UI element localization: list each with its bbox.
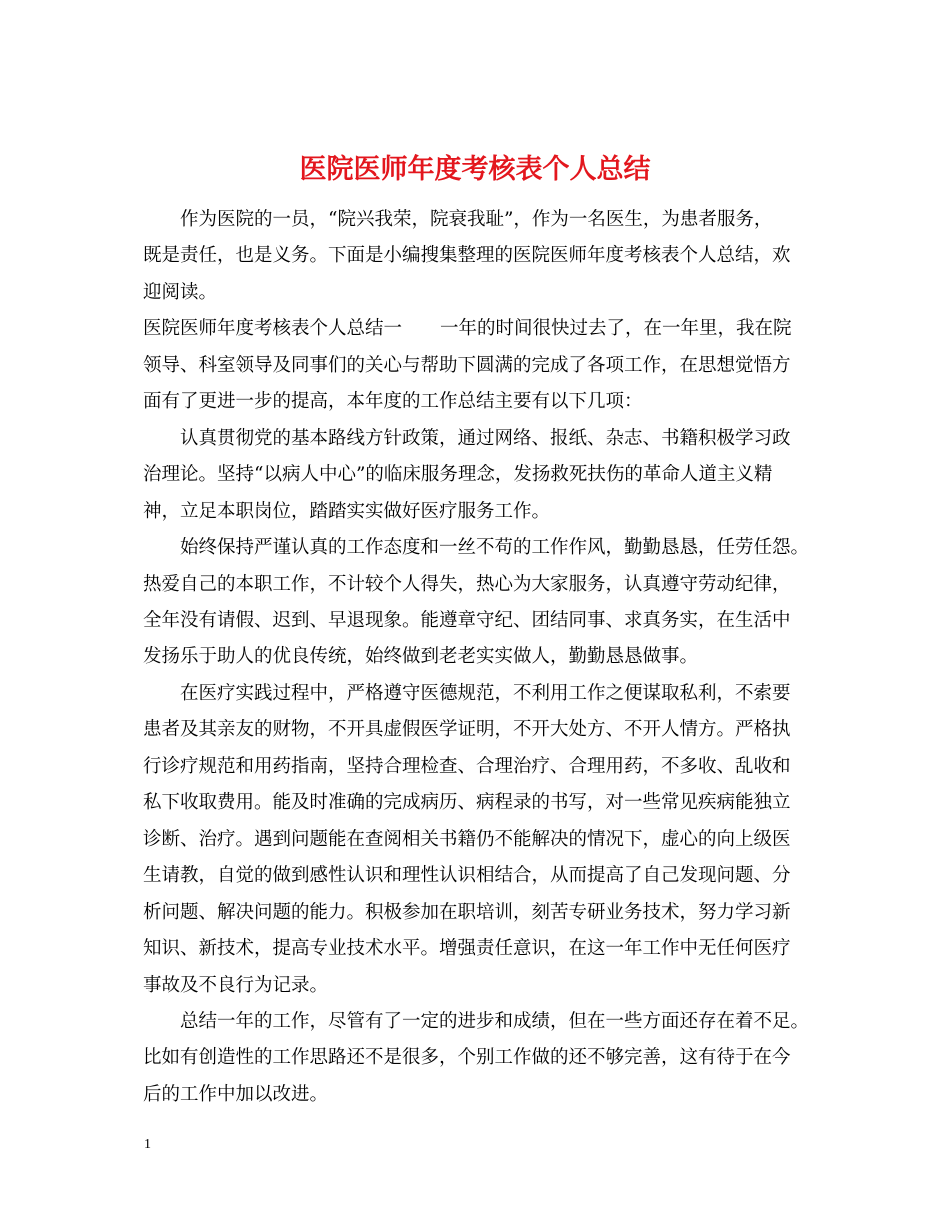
paragraph-line: 诊断、治疗。遇到问题能在查阅相关书籍仍不能解决的情况下，虚心的向上级医 xyxy=(143,828,791,850)
paragraph-line: 面有了更进一步的提高，本年度的工作总结主要有以下几项： xyxy=(143,391,643,413)
paragraph-line: 认真贯彻党的基本路线方针政策，通过网络、报纸、杂志、书籍积极学习政 xyxy=(180,427,791,449)
section-heading: 医院医师年度考核表个人总结一 xyxy=(143,318,403,340)
paragraph-line: 既是责任，也是义务。下面是小编搜集整理的医院医师年度考核表个人总结，欢 xyxy=(143,245,791,267)
paragraph-line: 始终保持严谨认真的工作态度和一丝不苟的工作作风，勤勤恳恳，任劳任怨。 xyxy=(180,537,810,559)
paragraph-attitude xyxy=(143,530,903,676)
document-title: 医院医师年度考核表个人总结 xyxy=(299,154,651,186)
paragraph-line: 领导、科室领导及同事们的关心与帮助下圆满的完成了各项工作，在思想觉悟方 xyxy=(143,354,791,376)
paragraph-line: 患者及其亲友的财物，不开具虚假医学证明，不开大处方、不开人情方。严格执 xyxy=(143,719,791,741)
paragraph-medical-practice xyxy=(143,676,903,1004)
paragraph-conclusion xyxy=(143,1004,903,1113)
paragraph-intro xyxy=(143,202,903,311)
paragraph-line: 私下收取费用。能及时准确的完成病历、病程录的书写，对一些常见疾病能独立 xyxy=(143,792,791,814)
paragraph-line: 后的工作中加以改进。 xyxy=(143,1083,329,1105)
heading-line xyxy=(143,311,903,347)
page-number: 1 xyxy=(144,1137,151,1152)
paragraph-line: 事故及不良行为记录。 xyxy=(143,974,329,996)
paragraph-line: 总结一年的工作，尽管有了一定的进步和成绩，但在一些方面还存在着不足。 xyxy=(180,1010,810,1032)
paragraph-line: 神，立足本职岗位，踏踏实实做好医疗服务工作。 xyxy=(143,500,551,522)
paragraph-line: 发扬乐于助人的优良传统，始终做到老老实实做人，勤勤恳恳做事。 xyxy=(143,646,699,668)
paragraph-line: 热爱自己的本职工作，不计较个人得失，热心为大家服务，认真遵守劳动纪律， xyxy=(143,573,791,595)
paragraph-line: 比如有创造性的工作思路还不是很多，个别工作做的还不够完善，这有待于在今 xyxy=(143,1047,791,1069)
paragraph-politics xyxy=(143,421,903,530)
document-body xyxy=(143,202,903,1113)
paragraph-line: 知识、新技术，提高专业技术水平。增强责任意识，在这一年工作中无任何医疗 xyxy=(143,938,791,960)
paragraph-line: 行诊疗规范和用药指南，坚持合理检查、合理治疗、合理用药，不多收、乱收和 xyxy=(143,755,791,777)
paragraph-line: 析问题、解决问题的能力。积极参加在职培训，刻苦专研业务技术，努力学习新 xyxy=(143,901,791,923)
paragraph-line: 全年没有请假、迟到、早退现象。能遵章守纪、团结同事、求真务实，在生活中 xyxy=(143,609,791,631)
paragraph-summary-one xyxy=(143,311,903,420)
paragraph-line: 一年的时间很快过去了，在一年里，我在院 xyxy=(440,318,792,340)
paragraph-line: 生请教，自觉的做到感性认识和理性认识相结合，从而提高了自己发现问题、分 xyxy=(143,865,791,887)
paragraph-line: 迎阅读。 xyxy=(143,281,218,303)
paragraph-line: 作为医院的一员，“院兴我荣，院衰我耻”，作为一名医生，为患者服务， xyxy=(180,209,773,230)
paragraph-line: 治理论。坚持“以病人中心”的临床服务理念，发扬救死扶伤的革命人道主义精 xyxy=(143,464,773,486)
paragraph-line: 在医疗实践过程中，严格遵守医德规范，不利用工作之便谋取私利，不索要 xyxy=(180,682,791,704)
